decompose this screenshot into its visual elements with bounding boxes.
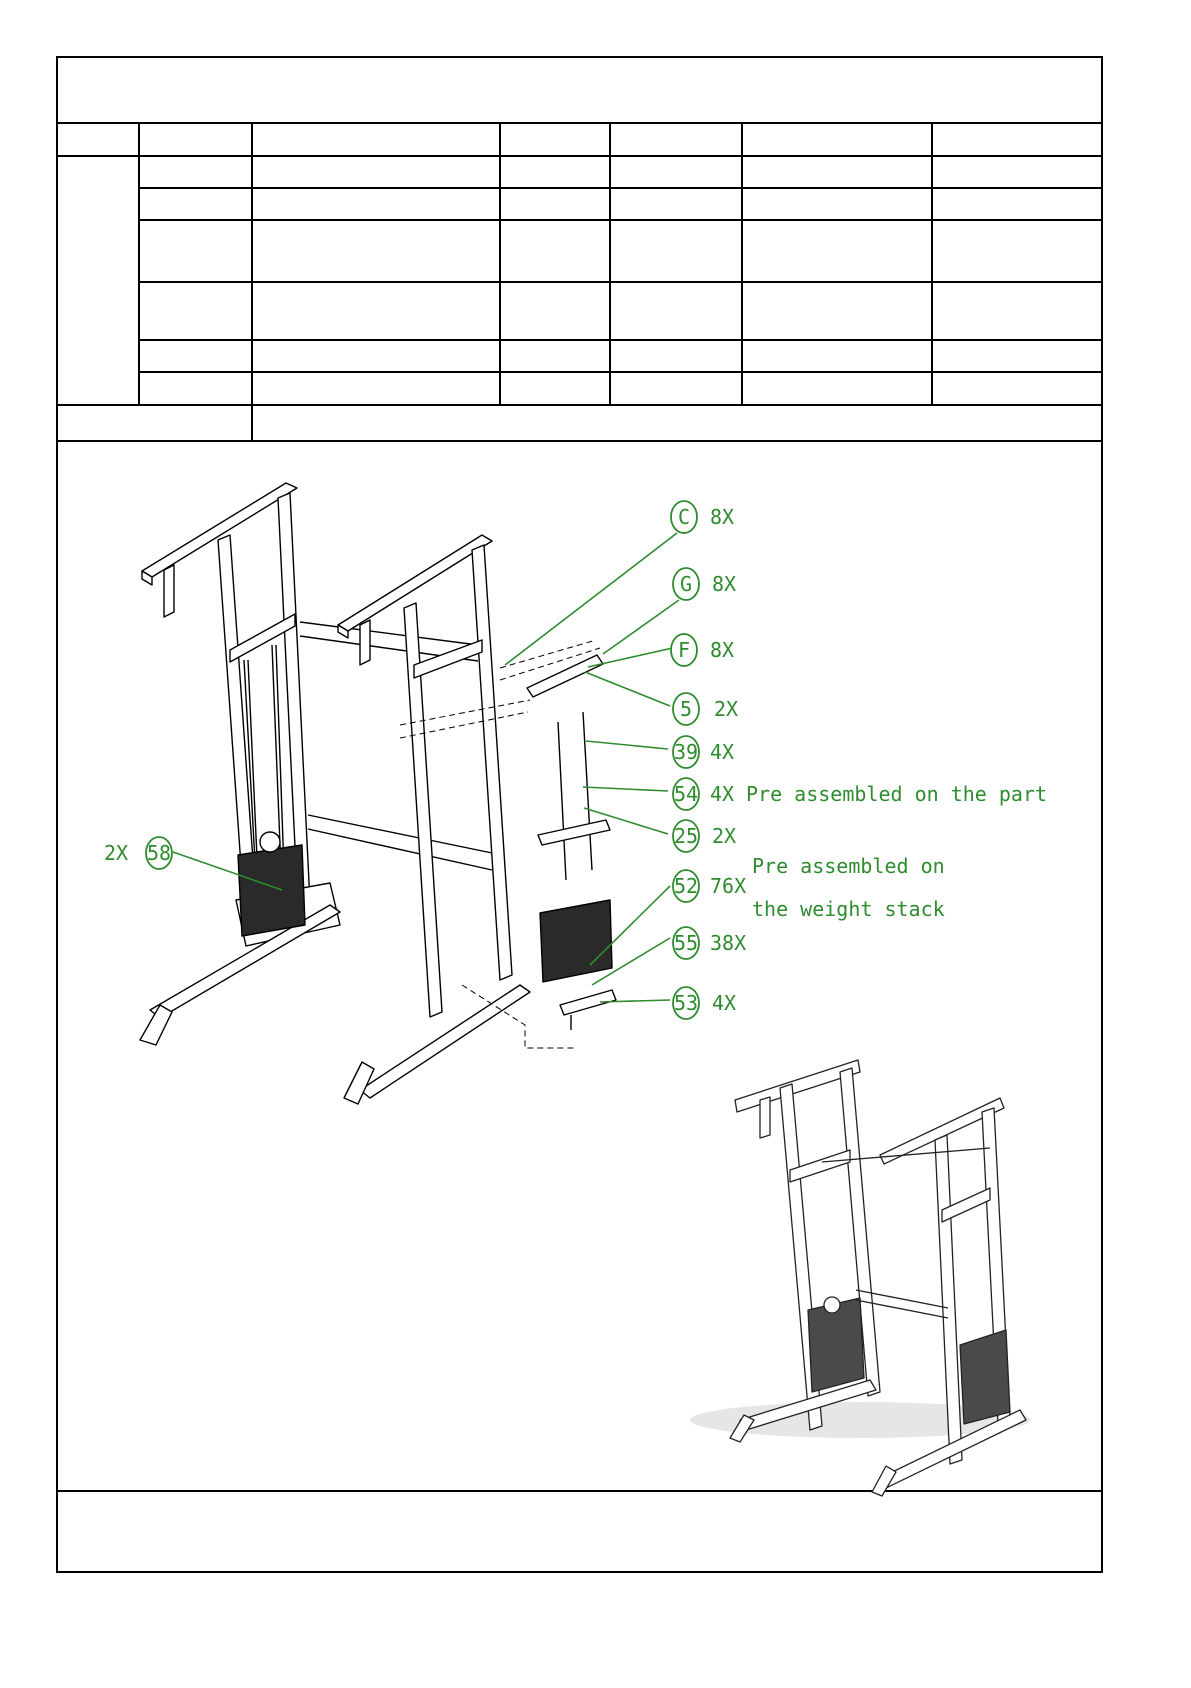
middle-frame-assembly bbox=[338, 535, 530, 1104]
callout-qty-g: 8X bbox=[712, 572, 737, 596]
callout-qty-39: 4X bbox=[710, 740, 735, 764]
callout-num-54: 54 bbox=[673, 782, 699, 806]
callout-qty-5: 2X bbox=[714, 697, 739, 721]
callout-num-f: F bbox=[677, 638, 691, 662]
callout-num-5: 5 bbox=[679, 697, 693, 721]
callout-num-55: 55 bbox=[673, 931, 699, 955]
callout-num-53: 53 bbox=[673, 991, 699, 1015]
callout-qty-53: 4X bbox=[712, 991, 737, 1015]
callout-num-52: 52 bbox=[673, 874, 699, 898]
callout-qty-25: 2X bbox=[712, 824, 737, 848]
weight-stack-note-line2: the weight stack bbox=[752, 897, 945, 921]
callout-note-54: Pre assembled on the part bbox=[746, 782, 1048, 806]
callout-qty-58: 2X bbox=[104, 841, 129, 865]
callout-qty-c: 8X bbox=[710, 505, 735, 529]
callout-qty-52: 76X bbox=[710, 874, 747, 898]
weight-stack-note-line1: Pre assembled on bbox=[752, 854, 945, 878]
exploded-assembly-drawing bbox=[140, 483, 616, 1104]
callout-num-25: 25 bbox=[673, 824, 699, 848]
callout-num-39: 39 bbox=[673, 740, 699, 764]
callout-qty-54: 4X bbox=[710, 782, 735, 806]
callout-num-c: C bbox=[677, 505, 691, 529]
callout-qty-55: 38X bbox=[710, 931, 747, 955]
callout-qty-f: 8X bbox=[710, 638, 735, 662]
callout-num-58: 58 bbox=[146, 841, 172, 865]
assembled-machine-preview bbox=[690, 1060, 1030, 1496]
callout-num-g: G bbox=[679, 572, 693, 596]
exploded-weight-stack bbox=[540, 900, 612, 982]
